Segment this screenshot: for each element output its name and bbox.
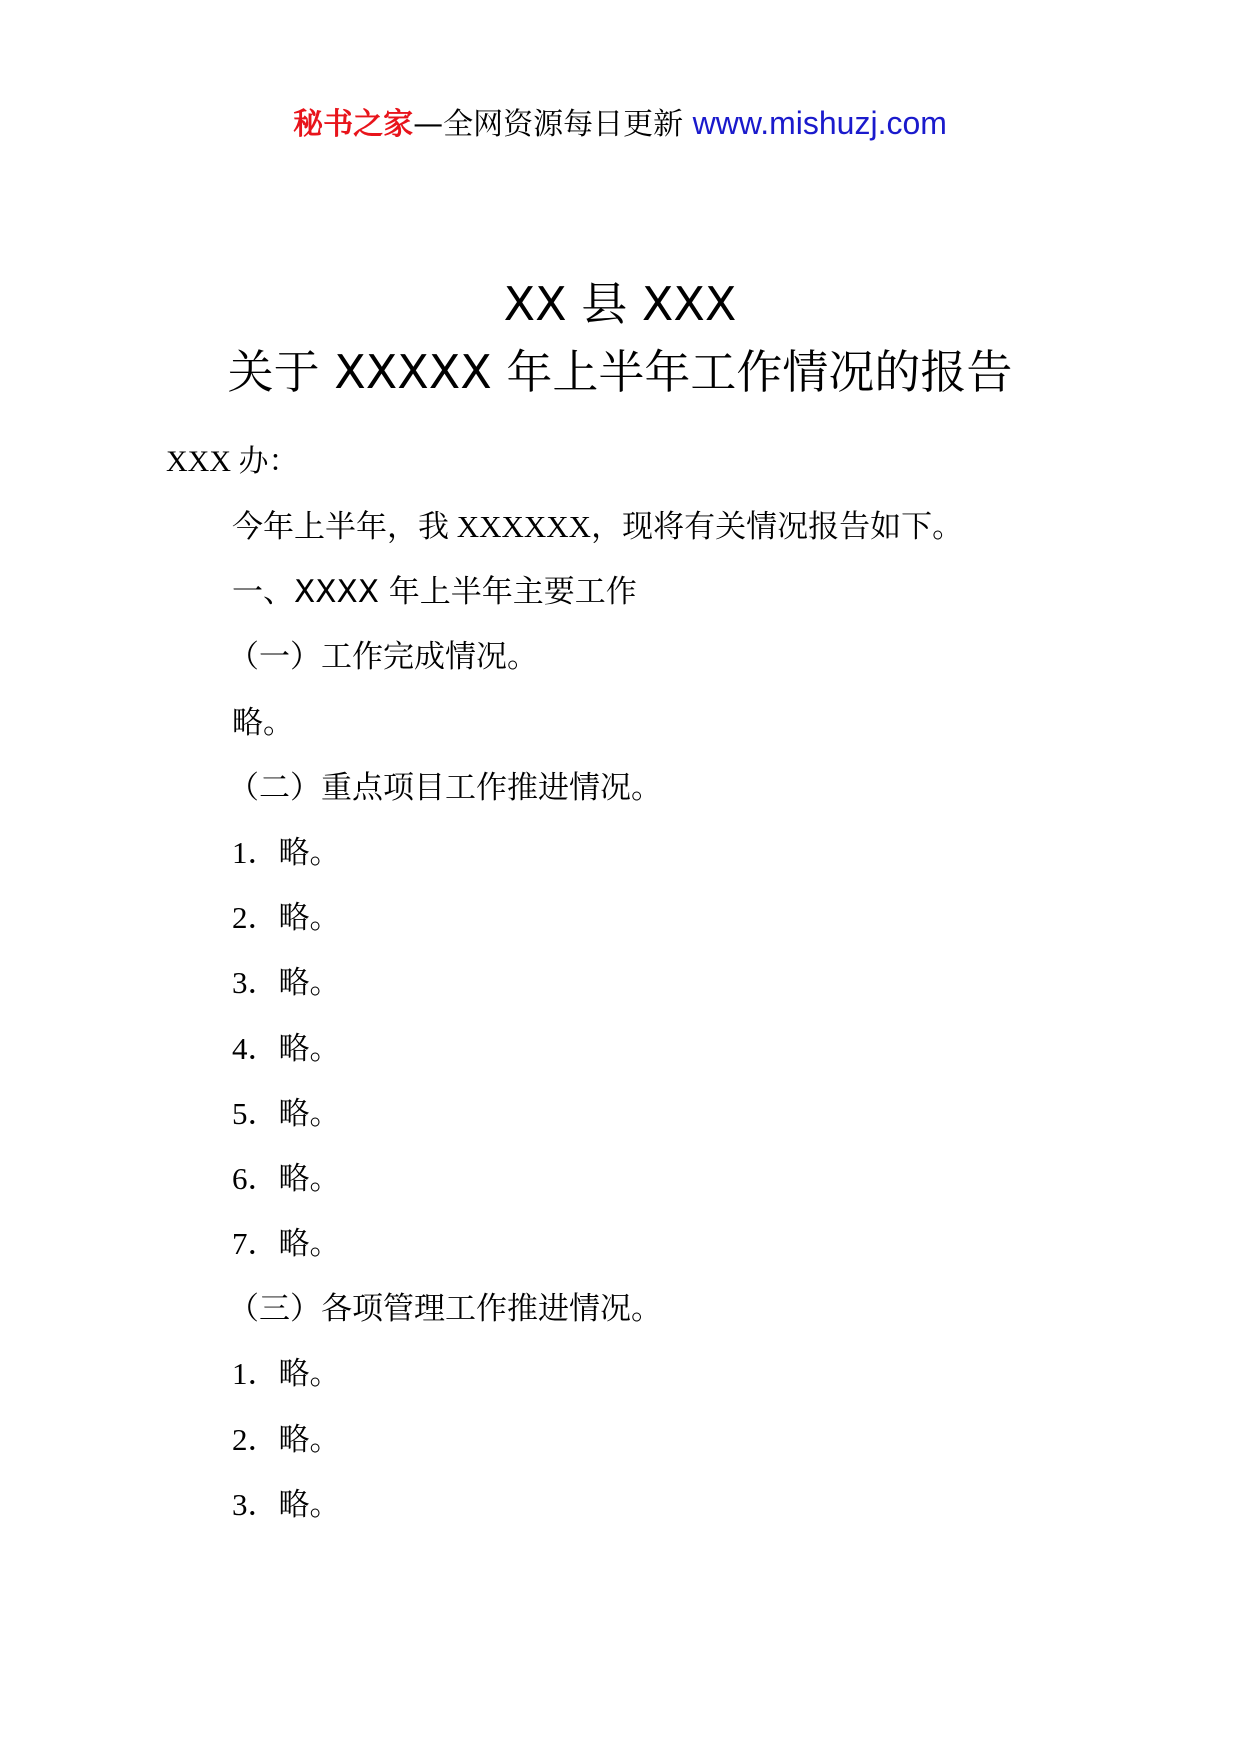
list-item: 2．略。 xyxy=(232,1421,341,1457)
subsection-heading-1: （一）工作完成情况。 xyxy=(228,639,538,676)
salutation: XXX 办： xyxy=(166,445,299,478)
list-item: 6．略。 xyxy=(232,1160,341,1196)
site-url-link[interactable]: www.mishuzj.com xyxy=(692,105,947,141)
list-item: 3．略。 xyxy=(232,965,341,1001)
paragraph-text: 略。 xyxy=(232,704,294,741)
subsection-heading-3: （三）各项管理工作推进情况。 xyxy=(228,1291,662,1328)
site-header xyxy=(0,103,1240,145)
document-body xyxy=(228,507,1192,1550)
header-tagline: —全网资源每日更新 xyxy=(413,107,693,142)
list-item: 7．略。 xyxy=(232,1226,341,1262)
list-item: 4．略。 xyxy=(232,1030,341,1066)
brand-name: 秘书之家 xyxy=(293,107,414,142)
title-line-1: XX 县 XXX xyxy=(503,277,737,331)
document-title xyxy=(0,270,1240,406)
list-item: 3．略。 xyxy=(232,1486,341,1522)
intro-paragraph: 今年上半年，我 XXXXXX，现将有关情况报告如下。 xyxy=(232,509,964,544)
list-item: 1．略。 xyxy=(232,1356,341,1392)
list-item: 5．略。 xyxy=(232,1095,341,1131)
subsection-heading-2: （二）重点项目工作推进情况。 xyxy=(228,769,662,806)
title-line-2: 关于 XXXXX 年上半年工作情况的报告 xyxy=(227,345,1013,399)
list-item: 1．略。 xyxy=(232,834,341,870)
section-heading-1: 一、XXXX 年上半年主要工作 xyxy=(232,574,637,611)
list-item: 2．略。 xyxy=(232,900,341,936)
